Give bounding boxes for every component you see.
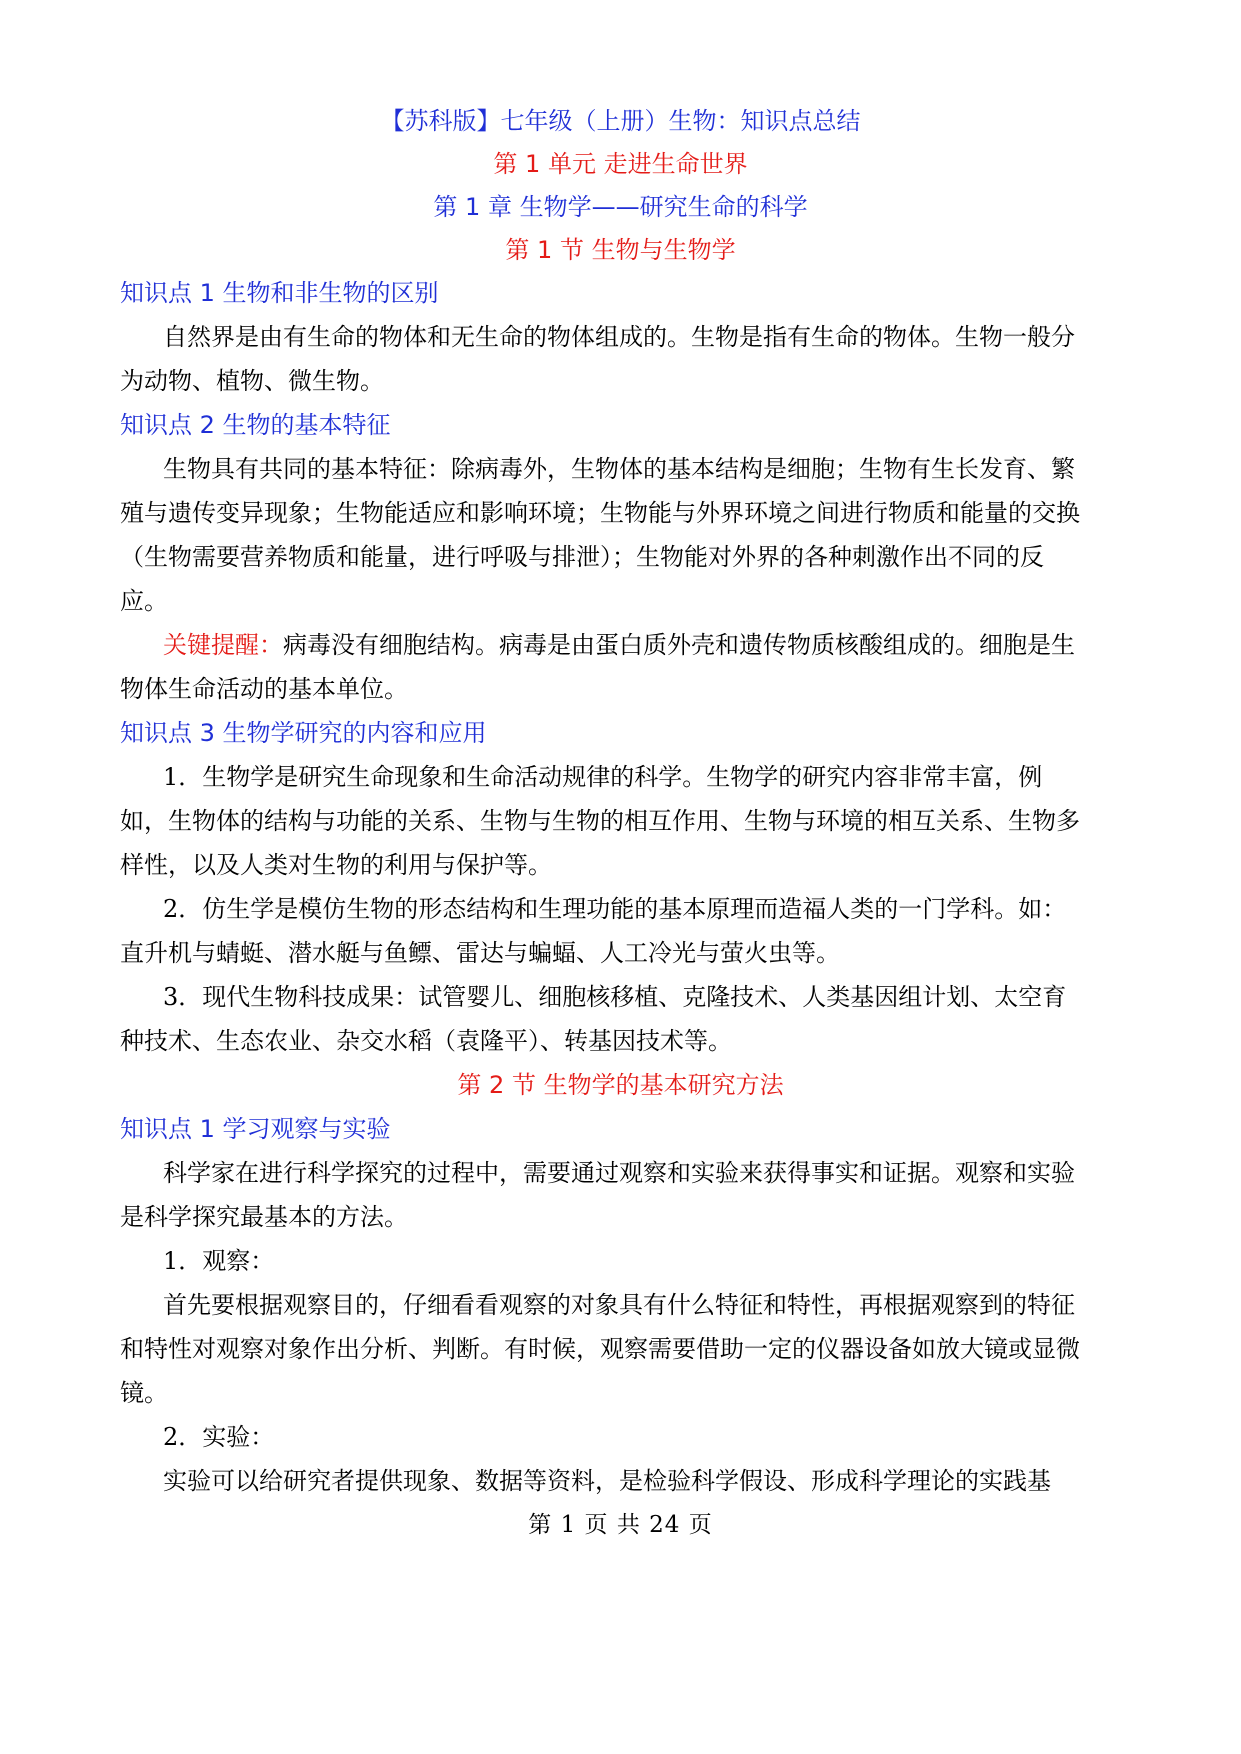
key-reminder-label: 关键提醒： <box>163 631 283 659</box>
subheading-observation: 1．观察： <box>163 1247 275 1275</box>
paragraph-line: 是科学探究最基本的方法。 <box>120 1203 408 1231</box>
paragraph-line: 和特性对观察对象作出分析、判断。有时候，观察需要借助一定的仪器设备如放大镜或显微 <box>120 1335 1080 1363</box>
paragraph-line: 应。 <box>120 587 168 615</box>
knowledge-point-heading: 知识点 2 生物的基本特征 <box>120 411 391 439</box>
list-item-line: 1．生物学是研究生命现象和生命活动规律的科学。生物学的研究内容非常丰富，例 <box>163 763 1043 791</box>
paragraph-line: （生物需要营养物质和能量，进行呼吸与排泄）；生物能对外界的各种刺激作出不同的反 <box>120 543 1044 571</box>
paragraph-line: 科学家在进行科学探究的过程中，需要通过观察和实验来获得事实和证据。观察和实验 <box>163 1159 1075 1187</box>
paragraph-line: 首先要根据观察目的，仔细看看观察的对象具有什么特征和特性，再根据观察到的特征 <box>163 1291 1075 1319</box>
section-heading: 第 2 节 生物学的基本研究方法 <box>457 1071 784 1099</box>
section-heading: 第 1 节 生物与生物学 <box>505 236 736 264</box>
paragraph-line: 镜。 <box>120 1379 168 1407</box>
list-item-line: 样性，以及人类对生物的利用与保护等。 <box>120 851 552 879</box>
paragraph-line: 自然界是由有生命的物体和无生命的物体组成的。生物是指有生命的物体。生物一般分 <box>163 323 1075 351</box>
unit-heading: 第 1 单元 走进生命世界 <box>493 150 748 178</box>
page-footer: 第 1 页 共 24 页 <box>528 1512 713 1538</box>
paragraph-line: 物体生命活动的基本单位。 <box>120 675 408 703</box>
paragraph-line: 殖与遗传变异现象；生物能适应和影响环境；生物能与外界环境之间进行物质和能量的交换 <box>120 499 1080 527</box>
list-item-line: 直升机与蜻蜓、潜水艇与鱼鳔、雷达与蝙蝠、人工冷光与萤火虫等。 <box>120 939 840 967</box>
key-reminder-text: 病毒没有细胞结构。病毒是由蛋白质外壳和遗传物质核酸组成的。细胞是生 <box>283 631 1075 659</box>
subheading-experiment: 2．实验： <box>163 1423 275 1451</box>
list-item-line: 2．仿生学是模仿生物的形态结构和生理功能的基本原理而造福人类的一门学科。如： <box>163 895 1067 923</box>
key-reminder-line <box>163 628 1075 662</box>
document-title: 【苏科版】七年级（上册）生物：知识点总结 <box>380 107 861 135</box>
chapter-heading: 第 1 章 生物学——研究生命的科学 <box>433 193 808 221</box>
knowledge-point-heading: 知识点 1 生物和非生物的区别 <box>120 279 439 307</box>
knowledge-point-heading: 知识点 3 生物学研究的内容和应用 <box>120 719 487 747</box>
list-item-line: 3．现代生物科技成果：试管婴儿、细胞核移植、克隆技术、人类基因组计划、太空育 <box>163 983 1067 1011</box>
paragraph-line: 为动物、植物、微生物。 <box>120 367 384 395</box>
list-item-line: 如，生物体的结构与功能的关系、生物与生物的相互作用、生物与环境的相互关系、生物多 <box>120 807 1080 835</box>
paragraph-line: 实验可以给研究者提供现象、数据等资料，是检验科学假设、形成科学理论的实践基 <box>163 1467 1051 1495</box>
paragraph-line: 生物具有共同的基本特征：除病毒外，生物体的基本结构是细胞；生物有生长发育、繁 <box>163 455 1075 483</box>
knowledge-point-heading: 知识点 1 学习观察与实验 <box>120 1115 391 1143</box>
list-item-line: 种技术、生态农业、杂交水稻（袁隆平）、转基因技术等。 <box>120 1027 732 1055</box>
